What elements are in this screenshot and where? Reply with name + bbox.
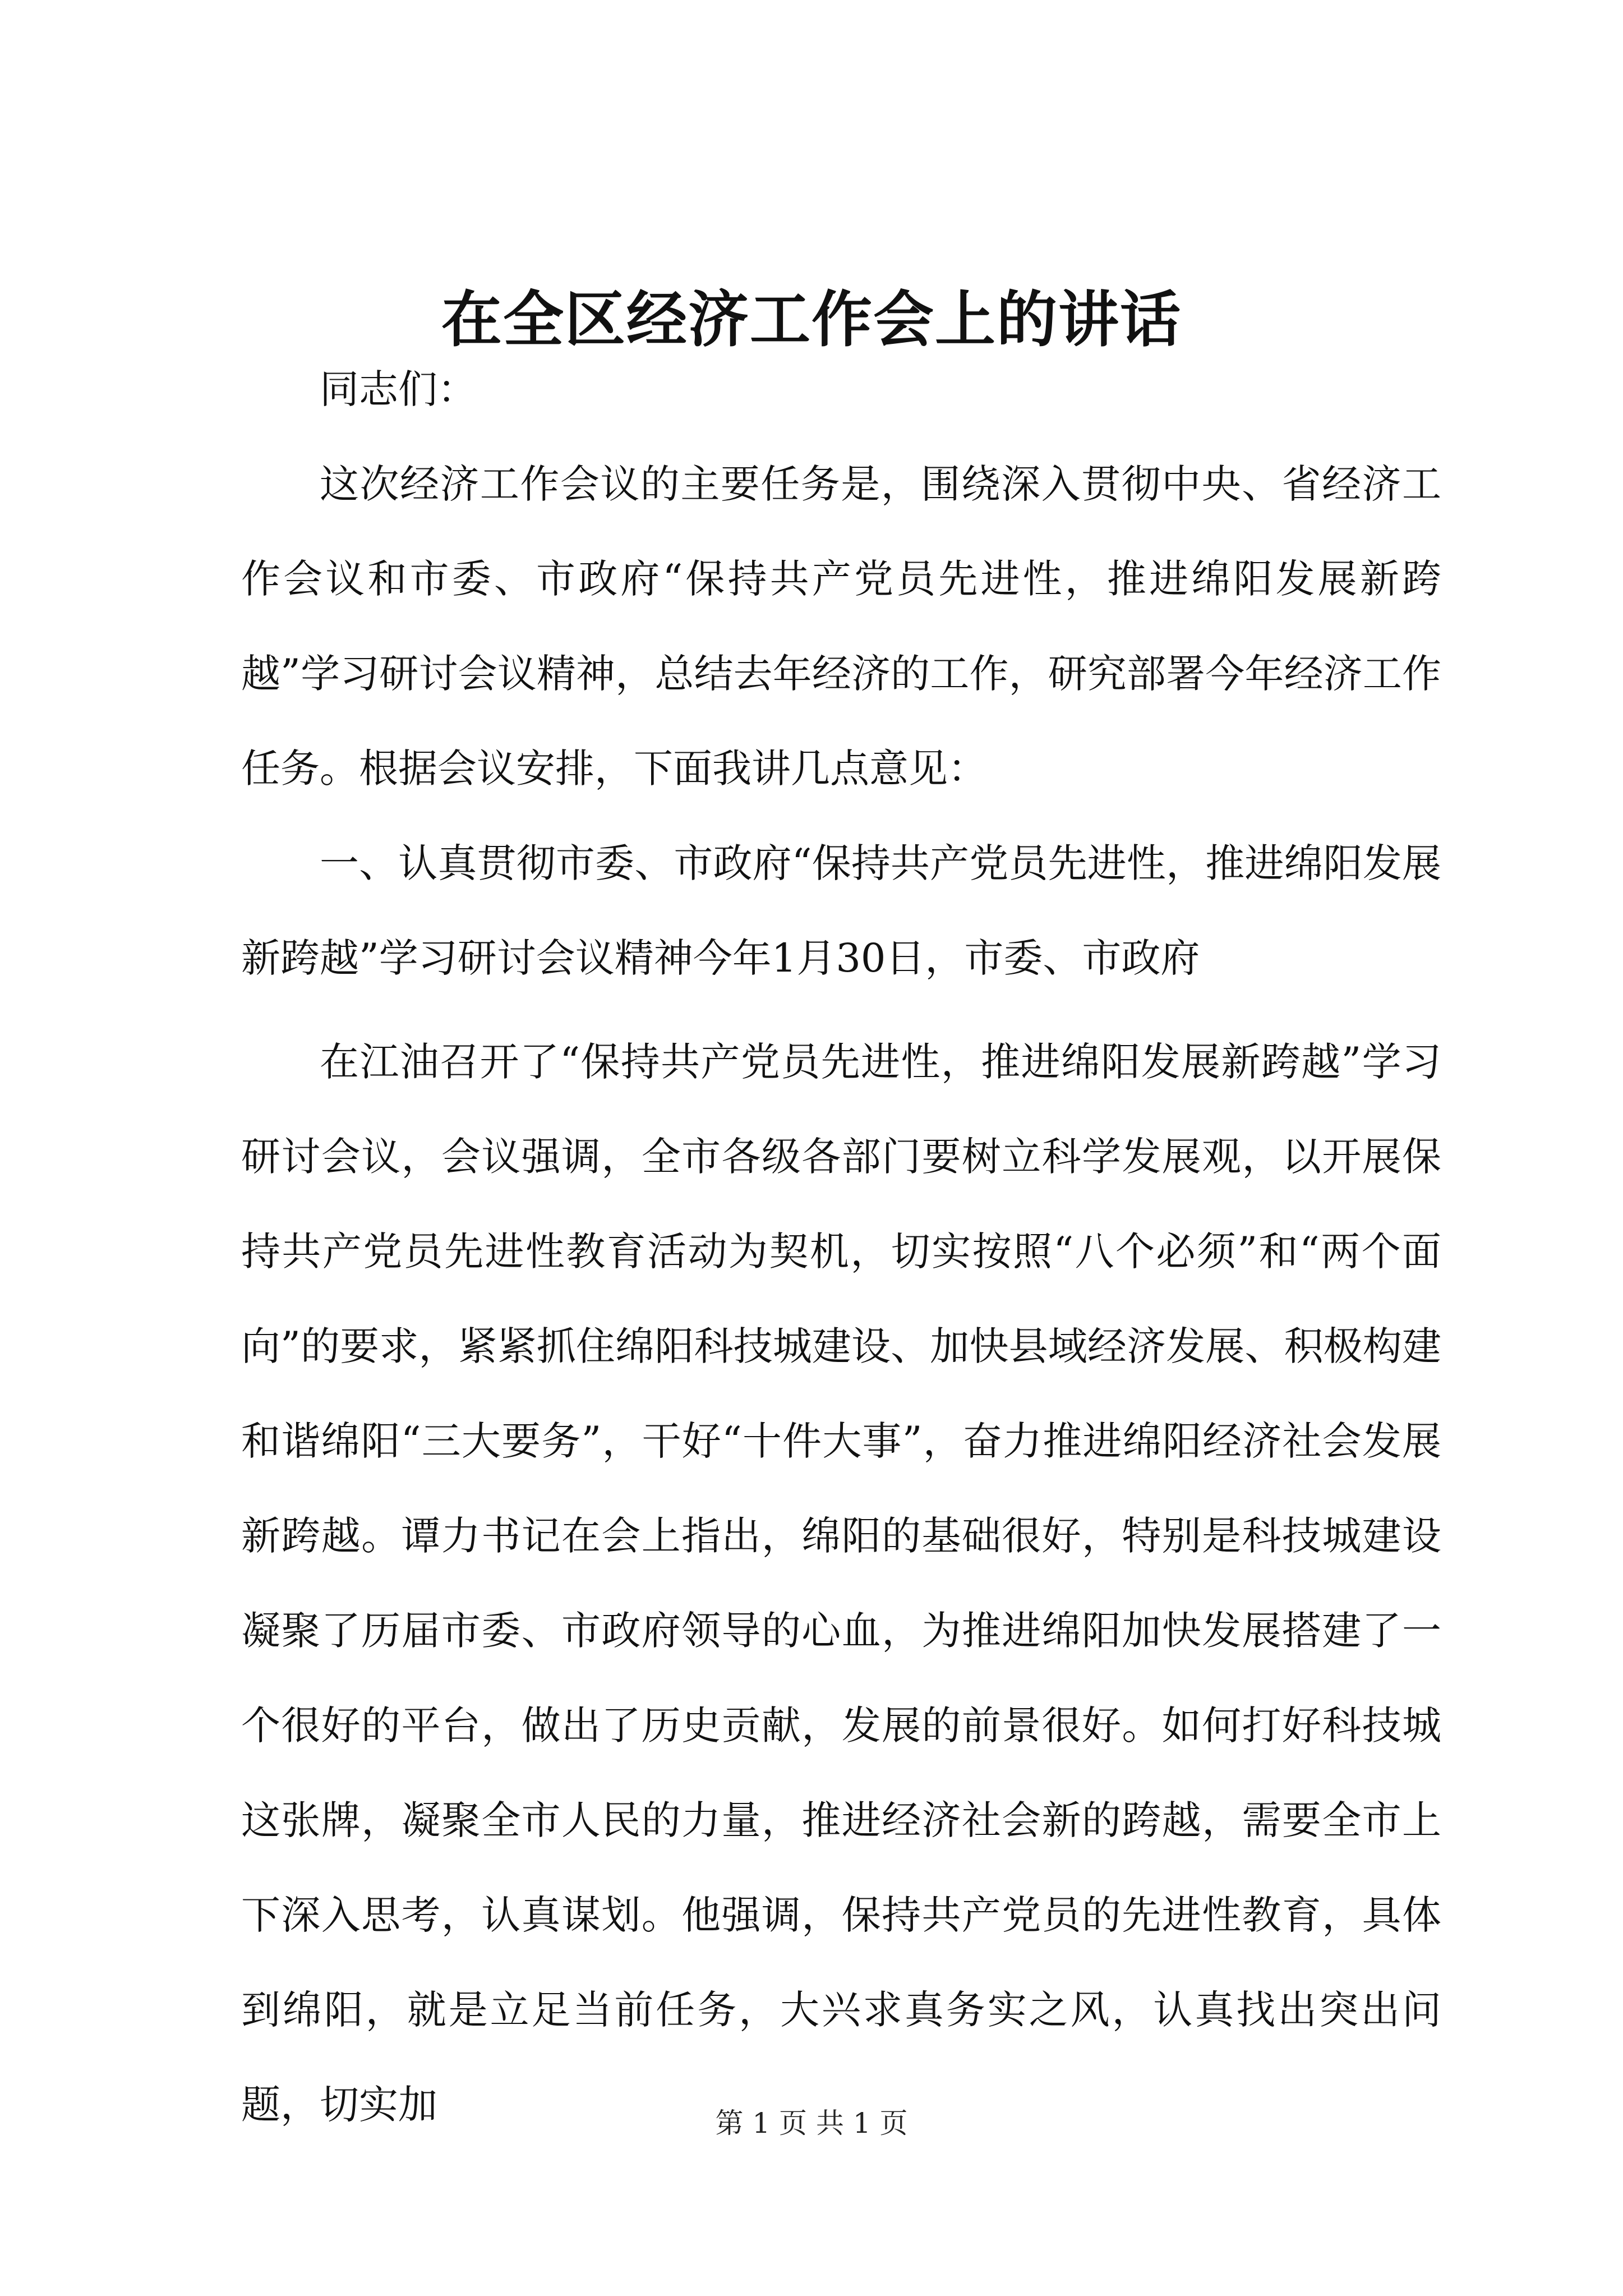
document-body (241, 342, 1441, 2152)
document-title: 在全区经济工作会上的讲话 (441, 284, 1182, 355)
greeting-paragraph: 同志们： (320, 366, 477, 412)
intro-paragraph: 这次经济工作会议的主要任务是，围绕深入贯彻中央、省经济工作会议和市委、市政府“保持共产党员先进性，推进绵阳发展新跨越”学习研讨会议精神，总结去年经济的工作，研究部署今年经济工作任务。根据会议安排，下面我讲几点意见： (241, 461, 1441, 792)
section-heading-paragraph: 一、认真贯彻市委、市政府“保持共产党员先进性，推进绵阳发展新跨越”学习研讨会议精神今年1月30日，市委、市政府 (241, 840, 1441, 981)
page-footer: 第 1 页 共 1 页 (715, 2107, 908, 2139)
body-paragraph: 在江油召开了“保持共产党员先进性，推进绵阳发展新跨越”学习研讨会议，会议强调，全市各级各部门要树立科学发展观，以开展保持共产党员先进性教育活动为契机，切实按照“八个必须”和“两个面向”的要求，紧紧抓住绵阳科技城建设、加快县域经济发展、积极构建和谐绵阳“三大要务”，干好“十件大事”，奋力推进绵阳经济社会发展新跨越。谭力书记在会上指出，绵阳的基础很好，特别是科技城建设凝聚了历届市委、市政府领导的心血，为推进绵阳加快发展搭建了一个很好的平台，做出了历史贡献，发展的前景很好。如何打好科技城这张牌，凝聚全市人民的力量，推进经济社会新的跨越，需要全市上下深入思考，认真谋划。他强调，保持共产党员的先进性教育，具体到绵阳，就是立足当前任务，大兴求真务实之风，认真找出突出问题，切实加 (241, 1039, 1441, 2128)
